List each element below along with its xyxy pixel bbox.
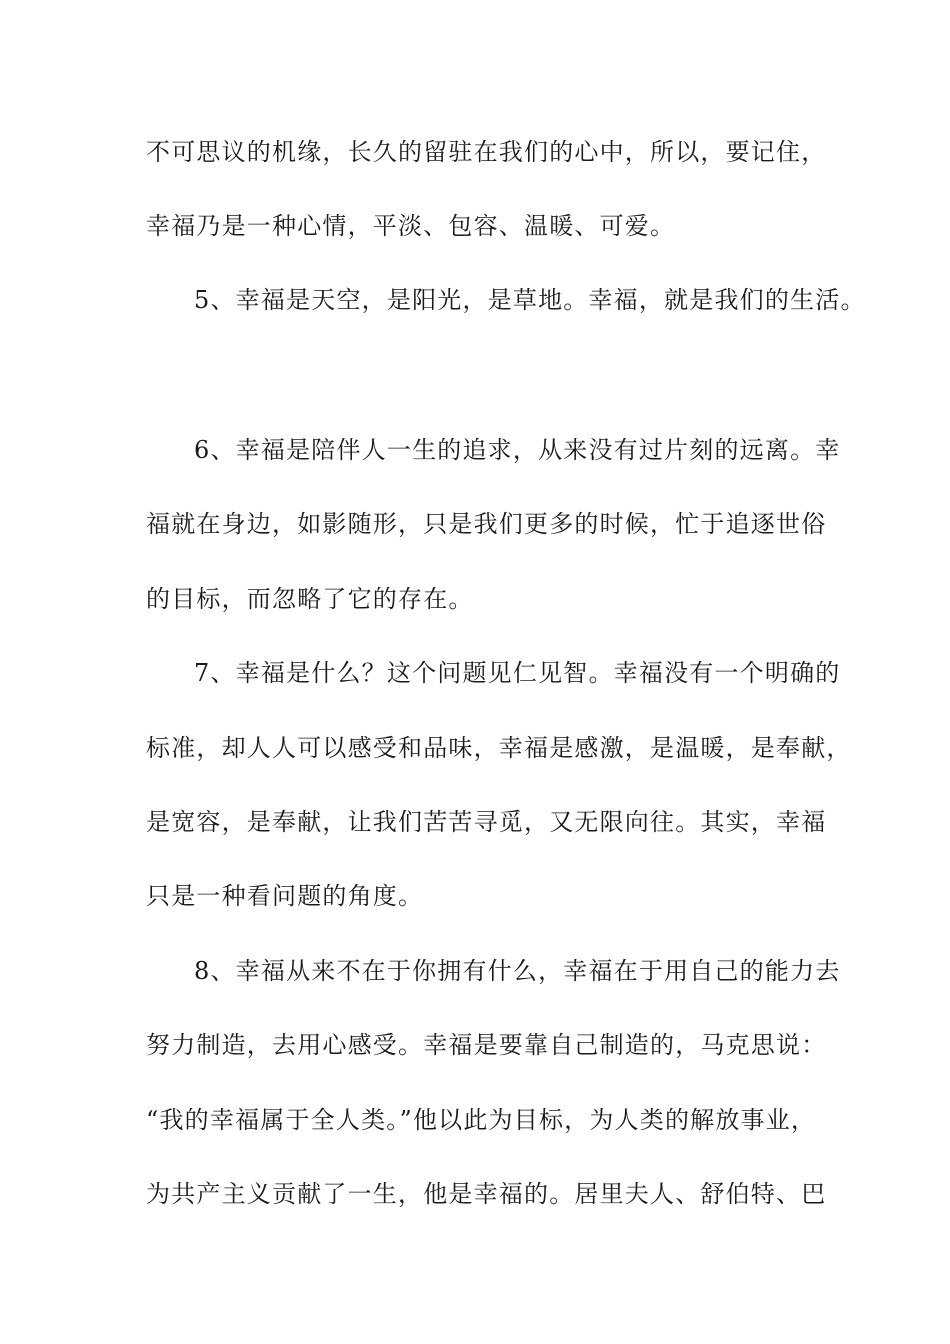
paragraph-line: 是宽容，是奉献，让我们苦苦寻觅，又无限向往。其实，幸福 — [146, 808, 827, 836]
paragraph-line: 幸福乃是一种心情，平淡、包容、温暖、可爱。 — [146, 212, 676, 240]
paragraph-line: 只是一种看问题的角度。 — [146, 882, 424, 910]
paragraph-line: 的目标，而忽略了它的存在。 — [146, 585, 474, 613]
paragraph-line: 7、幸福是什么？这个问题见仁见智。幸福没有一个明确的 — [194, 659, 841, 687]
paragraph-line: 8、幸福从来不在于你拥有什么，幸福在于用自己的能力去 — [194, 957, 841, 985]
paragraph-line: 标准，却人人可以感受和品味，幸福是感激，是温暖，是奉献， — [146, 734, 852, 762]
paragraph-line: 为共产主义贡献了一生，他是幸福的。居里夫人、舒伯特、巴 — [146, 1180, 827, 1208]
paragraph-line: 不可思议的机缘，长久的留驻在我们的心中，所以，要记住， — [146, 138, 827, 166]
paragraph-line: “我的幸福属于全人类。”他以此为目标，为人类的解放事业， — [146, 1106, 817, 1134]
paragraph-line: 努力制造，去用心感受。幸福是要靠自己制造的，马克思说： — [146, 1031, 827, 1059]
paragraph-line: 福就在身边，如影随形，只是我们更多的时候，忙于追逐世俗 — [146, 510, 827, 538]
paragraph-line: 5、幸福是天空，是阳光，是草地。幸福，就是我们的生活。 — [194, 286, 866, 314]
paragraph-line: 6、幸福是陪伴人一生的追求，从来没有过片刻的远离。幸 — [194, 436, 841, 464]
